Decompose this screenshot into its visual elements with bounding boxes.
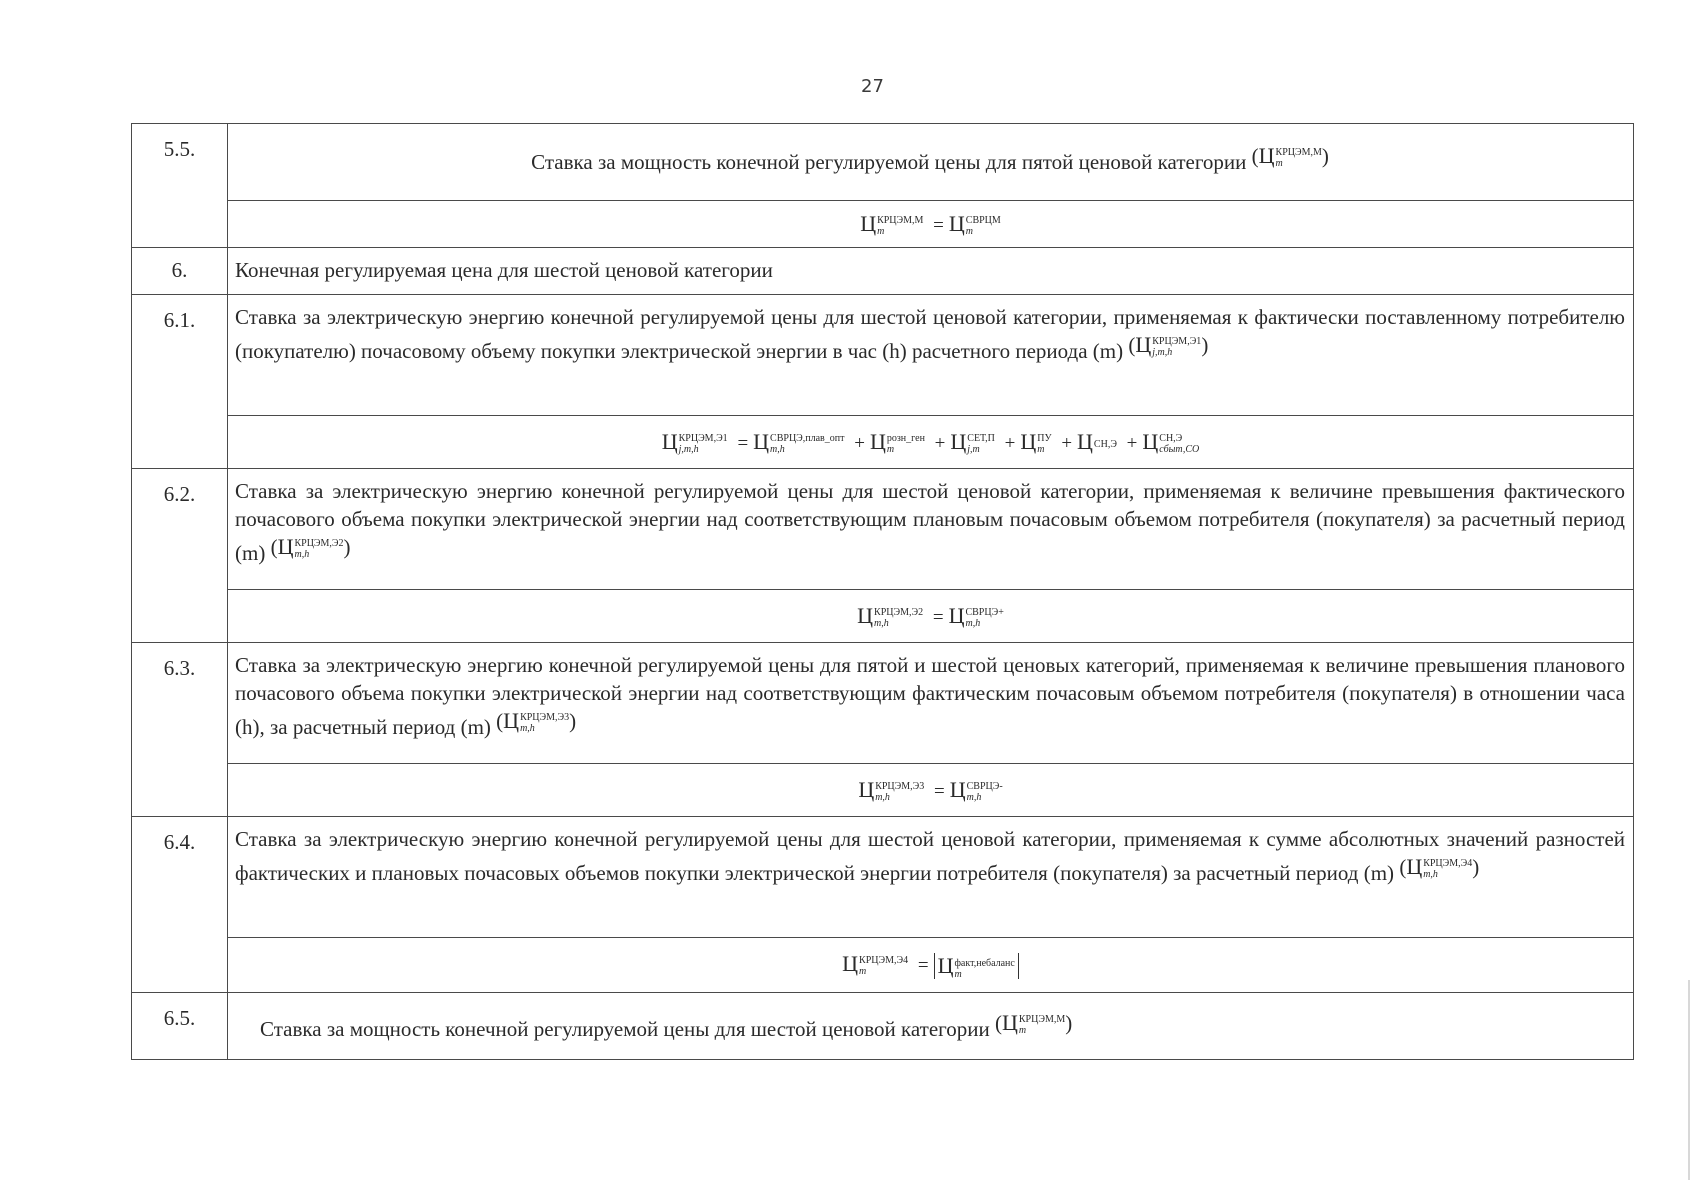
tariff-table <box>131 123 1634 1060</box>
rate-description <box>228 248 1634 295</box>
absolute-value: Ц факт,небаланс m <box>934 953 1019 979</box>
rate-description <box>228 817 1634 938</box>
rate-description-text: Ставка за электрическую энергию конечной регулируемой цены для шестой ценовой категории, применяемая к величине превышения фактического почасового объема покупки электрической энергии над соответствующим плановым почасовым объемом потребителя (покупателя) за расчетный период (m) <box>235 479 1625 565</box>
formula-row-6-2 <box>132 590 1634 643</box>
rate-description-text: Ставка за электрическую энергию конечной регулируемой цены для пятой и шестой ценовых категорий, применяемая к величине превышения планового почасового объема покупки электрической энергии над соответствующим фактическим почасовым объемом потребителя (покупателя) в отношении часа (h), за расчетный период (m) <box>235 653 1625 739</box>
formula-row-6-4 <box>132 938 1634 993</box>
rate-symbol: (Ц КРЦЭМ,Э2 m,h ) <box>270 534 351 561</box>
table-row-6-3 <box>132 643 1634 764</box>
table-row-6-4 <box>132 817 1634 938</box>
row-number: 6.5. <box>132 993 228 1060</box>
rate-description-text: Ставка за мощность конечной регулируемой цены для пятой ценовой категории <box>531 150 1247 174</box>
row-number: 6. <box>132 248 228 295</box>
rate-symbol: (Ц КРЦЭМ,Э1 j,m,h ) <box>1128 332 1209 359</box>
rate-symbol: (Ц КРЦЭМ,М m ) <box>995 1010 1073 1037</box>
table-row-6-2 <box>132 469 1634 590</box>
formula-row-6-3 <box>132 764 1634 817</box>
rate-symbol: (Ц КРЦЭМ,Э3 m,h ) <box>496 708 577 735</box>
formula-row-6-1 <box>132 416 1634 469</box>
formula-row-5-5 <box>132 201 1634 248</box>
rate-symbol: (Ц КРЦЭМ,Э4 m,h ) <box>1399 854 1480 881</box>
formula: Ц КРЦЭМ,Э1 j,m,h = Ц СВРЦЭ,плав_опт m,h + Ц розн_ген m + Ц СЕТ,П j,m + Ц ПУ m + Ц СН,Э + Ц СН,Э сбыт,СО <box>228 416 1634 469</box>
rate-description-text: Ставка за электрическую энергию конечной регулируемой цены для шестой ценовой категории, применяемая к сумме абсолютных значений разностей фактических и плановых почасовых объемов покупки электрической энергии потребителя (покупателя) за расчетный период (m) <box>235 827 1625 885</box>
table-row-6 <box>132 248 1634 295</box>
rate-description <box>228 295 1634 416</box>
row-number: 5.5. <box>132 124 228 248</box>
rate-symbol: (Ц КРЦЭМ,М m ) <box>1251 143 1329 170</box>
row-number: 6.3. <box>132 643 228 817</box>
formula: Ц КРЦЭМ,Э2 m,h = Ц СВРЦЭ+ m,h <box>228 590 1634 643</box>
scan-edge-mark <box>1688 980 1690 1180</box>
row-number: 6.4. <box>132 817 228 993</box>
page-number: 27 <box>861 76 884 97</box>
rate-description <box>228 124 1634 201</box>
rate-description <box>228 643 1634 764</box>
formula: Ц КРЦЭМ,Э4 m = Ц факт,небаланс m <box>228 938 1634 993</box>
table-row-5-5 <box>132 124 1634 201</box>
rate-description <box>228 469 1634 590</box>
rate-description-text: Конечная регулируемая цена для шестой ценовой категории <box>235 258 773 282</box>
rate-description-text: Ставка за электрическую энергию конечной регулируемой цены для шестой ценовой категории, применяемая к фактически поставленному потребителю (покупателю) почасовому объему покупки электрической энергии в час (h) расчетного периода (m) <box>235 305 1625 363</box>
rate-description <box>228 993 1634 1060</box>
rate-description-text: Ставка за мощность конечной регулируемой цены для шестой ценовой категории <box>260 1017 990 1041</box>
row-number: 6.2. <box>132 469 228 643</box>
formula: Ц КРЦЭМ,М m = Ц СВРЦМ m <box>228 201 1634 248</box>
table-row-6-5 <box>132 993 1634 1060</box>
row-number: 6.1. <box>132 295 228 469</box>
table-row-6-1 <box>132 295 1634 416</box>
formula: Ц КРЦЭМ,Э3 m,h = Ц СВРЦЭ- m,h <box>228 764 1634 817</box>
